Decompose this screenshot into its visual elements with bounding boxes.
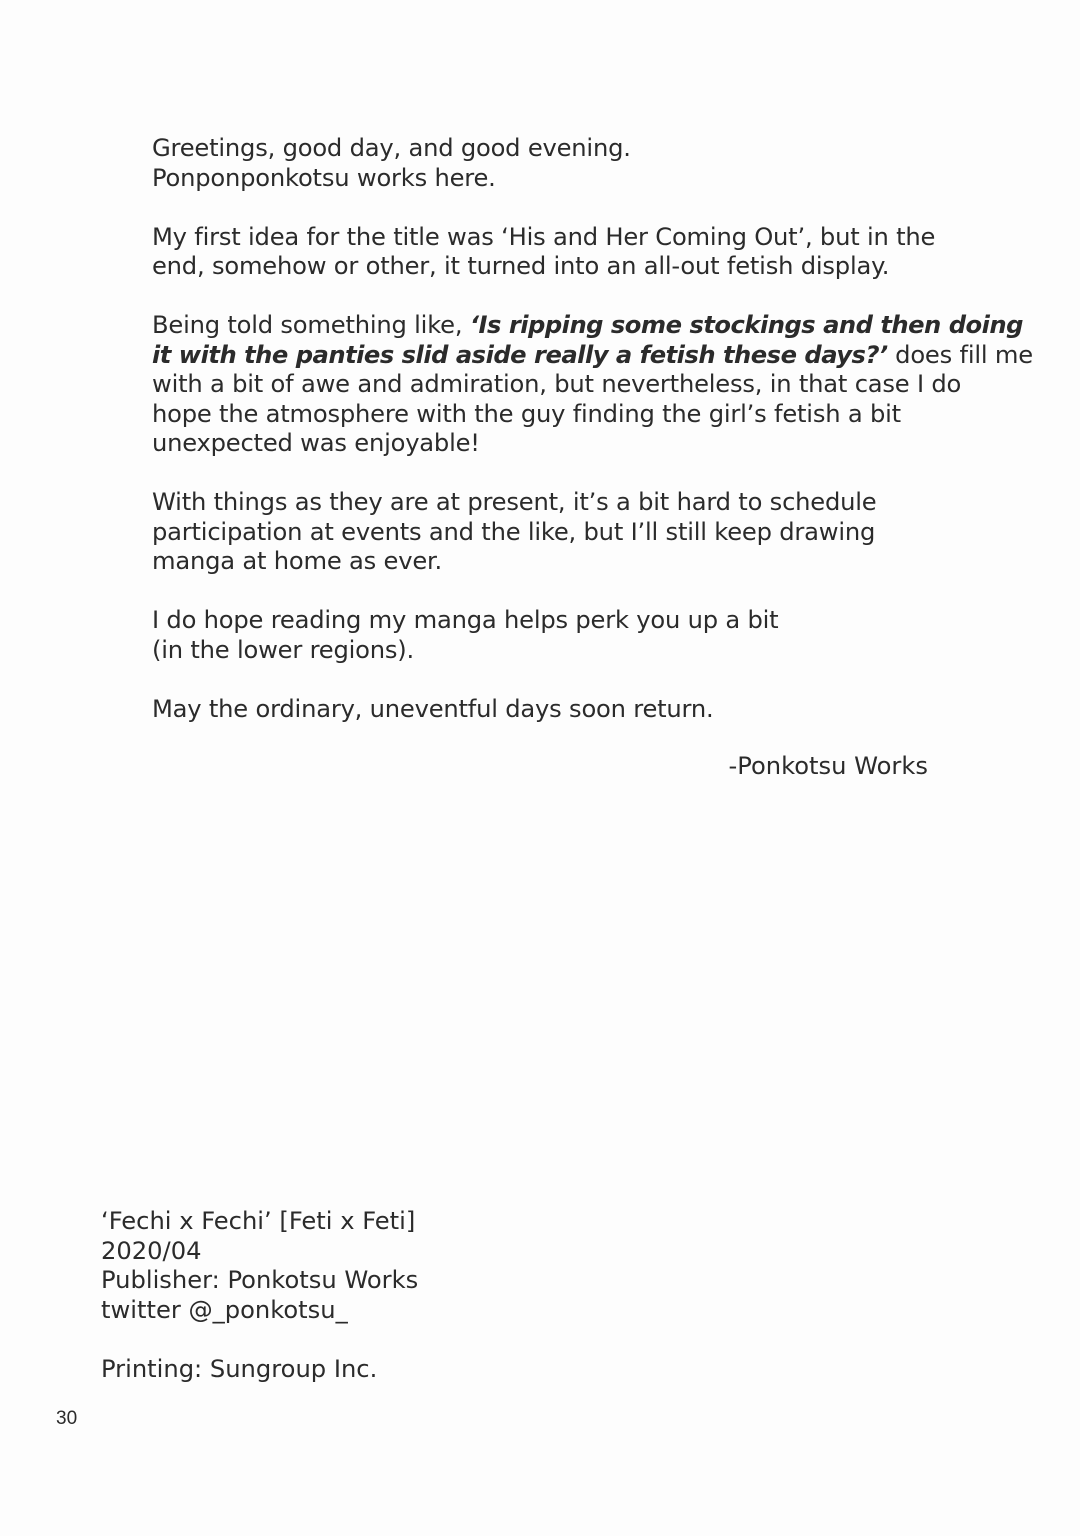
text-line: Greetings, good day, and good evening. (152, 134, 631, 162)
text-line: May the ordinary, uneventful days soon return. (152, 694, 714, 723)
twitter-handle: twitter @_ponkotsu_ (101, 1295, 348, 1324)
text-line: unexpected was enjoyable! (152, 429, 480, 457)
afterword-body (152, 134, 1033, 754)
text-line (152, 340, 1033, 371)
text-line: with a bit of awe and admiration, but nevertheless, in that case I do (152, 370, 962, 398)
paragraph-closing (152, 695, 942, 725)
paragraph-greeting (152, 134, 942, 193)
page-number: 30 (56, 1408, 78, 1429)
text-line: hope the atmosphere with the guy finding the girl’s fetish a bit (152, 399, 901, 428)
text-line: end, somehow or other, it turned into an all-out fetish display. (152, 252, 890, 280)
paragraph-events (152, 488, 942, 577)
quoted-remark: it with the panties slid aside really a fetish these days?’ (152, 340, 888, 369)
text-run: does fill me (887, 340, 1033, 369)
text-line: I do hope reading my manga helps perk you up a bit (152, 606, 779, 634)
spacer (101, 1325, 601, 1355)
text-line: Ponponponkotsu works here. (152, 163, 496, 192)
colophon (101, 1207, 601, 1384)
book-title: ‘Fechi x Fechi’ [Feti x Feti] (101, 1207, 416, 1235)
signature: -Ponkotsu Works (728, 752, 928, 780)
publisher: Publisher: Ponkotsu Works (101, 1266, 419, 1294)
text-line: With things as they are at present, it’s a bit hard to schedule (152, 488, 877, 516)
text-run: Being told something like, (152, 311, 470, 339)
text-line: My first idea for the title was ‘His and Her Coming Out’, but in the (152, 222, 936, 251)
paragraph-title-idea (152, 223, 942, 282)
text-line (152, 311, 1023, 341)
text-line: manga at home as ever. (152, 547, 443, 575)
text-line: participation at events and the like, but I’ll still keep drawing (152, 517, 876, 546)
quoted-remark: ‘Is ripping some stockings and then doing (469, 311, 1023, 339)
text-line: (in the lower regions). (152, 635, 414, 664)
paragraph-fetish-remark (152, 311, 1033, 459)
paragraph-hope (152, 606, 942, 665)
publication-date: 2020/04 (101, 1236, 202, 1265)
printer: Printing: Sungroup Inc. (101, 1354, 378, 1383)
